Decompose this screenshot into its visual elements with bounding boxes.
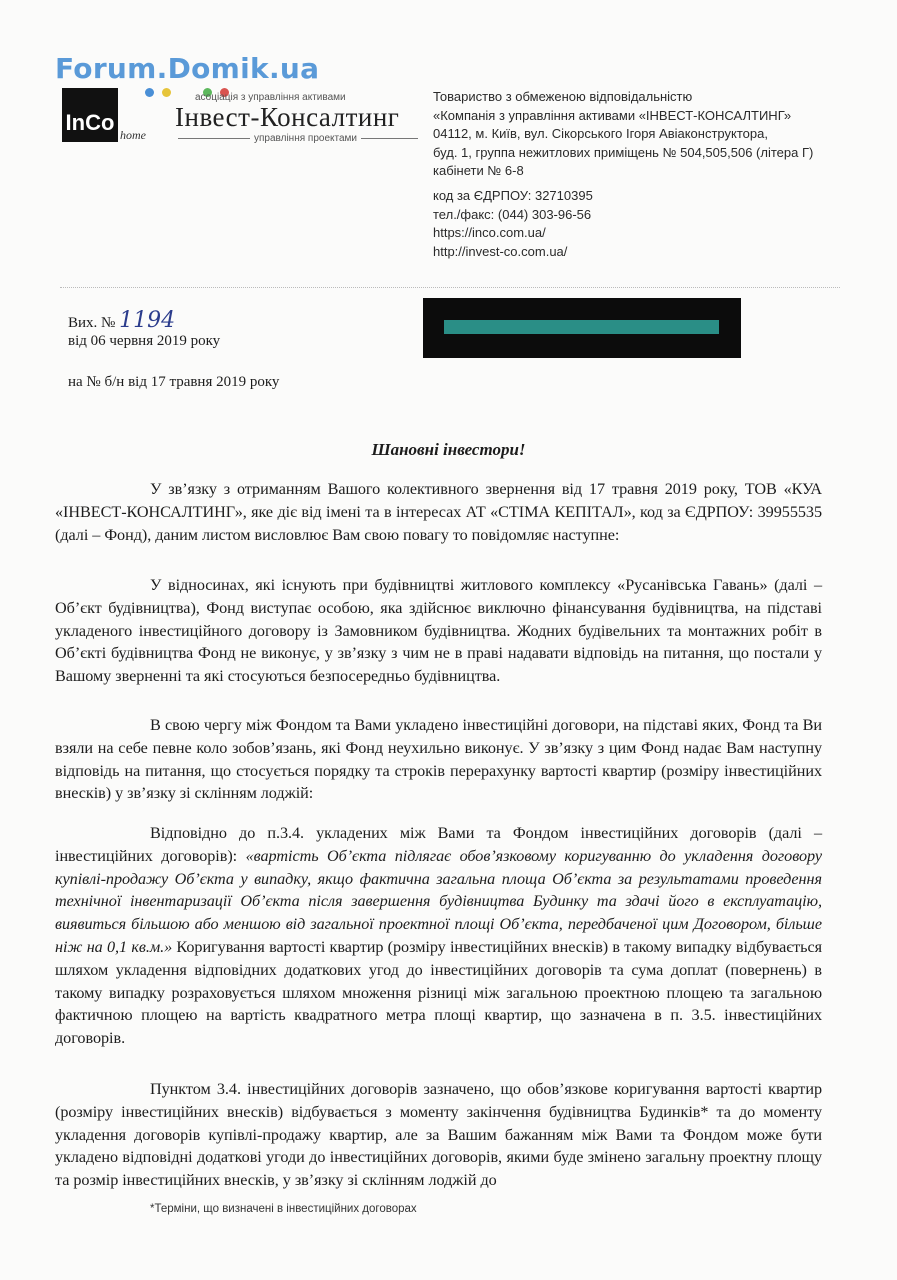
paragraph-5 (55, 1078, 822, 1192)
yellow-dot-icon (162, 88, 171, 97)
website-link-1[interactable]: https://inco.com.ua/ (433, 225, 546, 240)
paragraph-2 (55, 574, 822, 688)
blue-dot-icon (145, 88, 154, 97)
phone-fax: тел./факс: (044) 303-96-56 (433, 206, 592, 222)
paragraph-3-text: В свою чергу між Фондом та Вами укладено інвестиційні договори, на підставі яких, Фонд та Ви взяли на себе певне коло зобов’язань, які Фонд неухильно виконує. У зв’язку з цим Фонд надає Вам наступну відповідь на питання, що стосується порядку та строків перерахунку вартості квартир (розміру інвестиційних внесків) у зв’язку зі склінням лоджій: (55, 716, 822, 803)
company-line: Товариство з обмеженою відповідальністю (433, 89, 693, 104)
company-line: кабінети № 6-8 (433, 163, 524, 178)
outgoing-number-line (68, 308, 175, 333)
logo-home-label: home (120, 128, 146, 142)
company-logo-mark: InCo (62, 88, 118, 142)
company-address-block (433, 88, 853, 181)
paragraph-4 (55, 822, 822, 1050)
paragraph-2-text: У відносинах, які існують при будівництві житлового комплексу «Русанівська Гавань» (далі – Об’єкт будівництва), Фонд виступає особою, яка здійснює виключно фінансування будівництва, на підставі укладеного інвестиційного договору із Замовником будівництва. Жодних будівельних та монтажних робіт в Об’єкті будівництва Фонд не виконує, у зв’язку з чим не в праві надавати відповідь на питання, що постали у Вашому зверненні та які стосуються безпосередньо будівництва. (55, 576, 822, 686)
forum-watermark: Forum.Domik.ua (55, 52, 320, 85)
company-line: 04112, м. Київ, вул. Сікорського Ігоря Авіаконструктора, (433, 126, 768, 141)
contract-quote: «вартість Об’єкта підлягає обов’язковому коригуванню до укладення договору купівлі-продажу Об’єкта у випадку, якщо фактична загальна площа Об’єкта за результатами проведення технічної інвентаризації Об’єкта після завершення будівництва Будинку та здачі його в експлуатацію, виявиться більшою або меншою від загальної проектної площі Об’єкта, передбаченої цим Договором, більше ніж на 0,1 кв.м.» (55, 846, 822, 956)
company-line: «Компанія з управління активами «ІНВЕСТ-КОНСАЛТИНГ» (433, 107, 792, 123)
redaction-bar (444, 320, 719, 334)
reply-reference: на № б/н від 17 травня 2019 року (68, 374, 280, 390)
edrpou-code: код за ЄДРПОУ: 32710395 (433, 188, 593, 203)
logo-subtitle: асоціація з управління активами (195, 92, 346, 103)
paragraph-4-start: Відповідно до п.3.4. укладених між Вами та Фондом інвестиційних договорів (далі – інвестиційних договорів): (55, 824, 822, 865)
outgoing-number-label: Вих. № (68, 315, 116, 331)
outgoing-number-handwritten: 1194 (119, 308, 176, 333)
website-link-2[interactable]: http://invest-co.com.ua/ (433, 243, 568, 259)
company-line: буд. 1, группа нежитлових приміщень № 504,505,506 (літера Г) (433, 144, 814, 160)
paragraph-3 (55, 714, 822, 805)
logo-company-name: Інвест-Консалтинг (175, 102, 400, 132)
footnote: *Терміни, що визначені в інвестиційних договорах (150, 1203, 417, 1215)
paragraph-1-text: У зв’язку з отриманням Вашого колективного звернення від 17 травня 2019 року, ТОВ «КУА «ІНВЕСТ-КОНСАЛТИНГ», яке діє від імені та в інтересах АТ «СТІМА КЕПІТАЛ», код за ЄДРПОУ: 39955535 (далі – Фонд), даним листом висловлює Вам свою повагу то повідомляє наступне: (55, 480, 822, 544)
paragraph-5-text: Пунктом 3.4. інвестиційних договорів зазначено, що обов’язкове коригування вартості квартир (розміру інвестиційних внесків) відбувається з моменту закінчення будівництва Будинків* та до моменту укладення договорів купівлі-продажу квартир, але за Вашим бажанням між Вами та Фондом може бути укладено відповідні додаткові угоди до інвестиційних договорів, якими буде змінено загальну проектну площу та розмір інвестиційних внесків, у зв’язку зі склінням лоджій до (55, 1080, 822, 1190)
greeting: Шановні інвестори! (371, 440, 526, 459)
letter-date: від 06 червня 2019 року (68, 333, 221, 349)
paragraph-1 (55, 478, 822, 546)
logo-tagline: управління проектами (250, 133, 361, 144)
header-divider (60, 287, 840, 288)
paragraph-4-text (55, 822, 822, 1050)
company-contacts (433, 187, 593, 261)
paragraph-4-end: Коригування вартості квартир (розміру інвестиційних внесків) в такому випадку відбувається шляхом укладення відповідних додаткових угод до інвестиційних договорів та сума доплат (повернень) в такому випадку розраховується шляхом множення різниці між загальною проектною площею та загальною фактичною площею на вартість квадратного метра площі квартир, що зазначена в п. 3.5. інвестиційних договорів. (55, 937, 822, 1048)
